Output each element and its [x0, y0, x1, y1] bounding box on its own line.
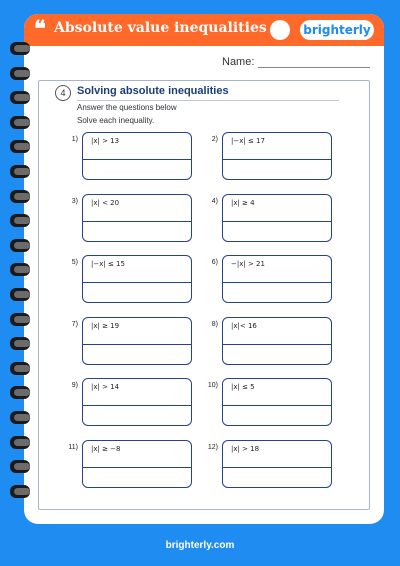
problem-number: 12): [207, 443, 218, 451]
answer-box[interactable]: [82, 378, 192, 426]
inequality-expression: |x| ≥ −8: [91, 444, 121, 453]
problem-number: 7): [71, 320, 78, 328]
binding-ring: [10, 362, 30, 375]
answer-line: [83, 405, 191, 406]
answer-box[interactable]: [222, 317, 332, 365]
binding-ring: [10, 165, 30, 178]
problem-number: 9): [71, 382, 78, 389]
binding-ring: [10, 140, 30, 153]
answer-box[interactable]: [222, 194, 332, 242]
name-field-line[interactable]: [258, 67, 370, 68]
binding-ring: [10, 313, 30, 326]
binding-ring: [10, 214, 30, 227]
header-circle-icon: [270, 20, 290, 40]
inequality-expression: |−x| ≤ 17: [231, 137, 265, 145]
section-number: 4: [55, 85, 71, 101]
problem-number: 2): [211, 136, 218, 143]
binding-ring: [10, 239, 30, 252]
answer-box[interactable]: [82, 255, 192, 303]
binding-ring: [10, 460, 30, 473]
problem-number: 6): [211, 259, 218, 266]
binding-ring: [10, 263, 30, 276]
worksheet-sheet: [24, 14, 384, 524]
section-divider: [77, 100, 339, 101]
problem-number: 3): [71, 197, 78, 205]
binding-ring: [10, 436, 30, 449]
binding-ring: [10, 288, 30, 301]
section-subtitle: Answer the questions below: [77, 103, 177, 112]
instruction-text: Solve each inequality.: [77, 116, 155, 125]
problem-number: 5): [71, 259, 78, 266]
inequality-expression: |x| ≥ 19: [91, 321, 120, 330]
problem-number: 4): [211, 197, 218, 205]
answer-box[interactable]: [222, 440, 332, 488]
binding-ring: [10, 67, 30, 80]
answer-line: [83, 159, 191, 160]
answer-line: [223, 405, 331, 406]
binding-ring: [10, 91, 30, 104]
binding-ring: [10, 337, 30, 350]
problem-number: 11): [68, 443, 78, 451]
answer-line: [83, 467, 191, 468]
answer-box[interactable]: [222, 378, 332, 426]
brighterly-logo: brighterly: [300, 20, 374, 40]
inequality-expression: |x| ≥ 4: [231, 198, 255, 207]
inequality-expression: |x| < 20: [91, 198, 120, 207]
answer-line: [223, 282, 331, 283]
problem-number: 10): [207, 382, 218, 389]
inequality-expression: |−x| ≤ 15: [91, 260, 125, 268]
problem-number: 8): [211, 320, 218, 328]
binding-ring: [10, 411, 30, 424]
worksheet-title: Absolute value inequalities: [54, 20, 267, 36]
inequality-expression: |x| > 14: [91, 383, 120, 391]
answer-box[interactable]: [82, 440, 192, 488]
inequality-expression: |x| ≤ 5: [231, 383, 255, 391]
problem-number: 1): [71, 136, 78, 143]
inequality-expression: |x|< 16: [231, 321, 257, 330]
binding-ring: [10, 190, 30, 203]
quote-icon: ❝: [34, 16, 46, 42]
answer-line: [223, 221, 331, 222]
binding-ring: [10, 386, 30, 399]
inequality-expression: −|x| > 21: [231, 260, 265, 268]
answer-box[interactable]: [82, 194, 192, 242]
answer-box[interactable]: [82, 317, 192, 365]
answer-line: [223, 159, 331, 160]
answer-line: [83, 221, 191, 222]
answer-box[interactable]: [222, 132, 332, 180]
binding-ring: [10, 42, 30, 55]
inequality-expression: |x| > 18: [231, 444, 260, 453]
answer-line: [223, 344, 331, 345]
answer-line: [83, 282, 191, 283]
binding-ring: [10, 485, 30, 498]
section-title: Solving absolute inequalities: [77, 85, 229, 97]
inequality-expression: |x| > 13: [91, 137, 120, 145]
binding-ring: [10, 116, 30, 129]
footer-url: brighterly.com: [165, 540, 235, 551]
answer-box[interactable]: [222, 255, 332, 303]
header-bar: [24, 14, 384, 46]
answer-line: [83, 344, 191, 345]
answer-line: [223, 467, 331, 468]
name-label: Name:: [222, 56, 255, 68]
answer-box[interactable]: [82, 132, 192, 180]
